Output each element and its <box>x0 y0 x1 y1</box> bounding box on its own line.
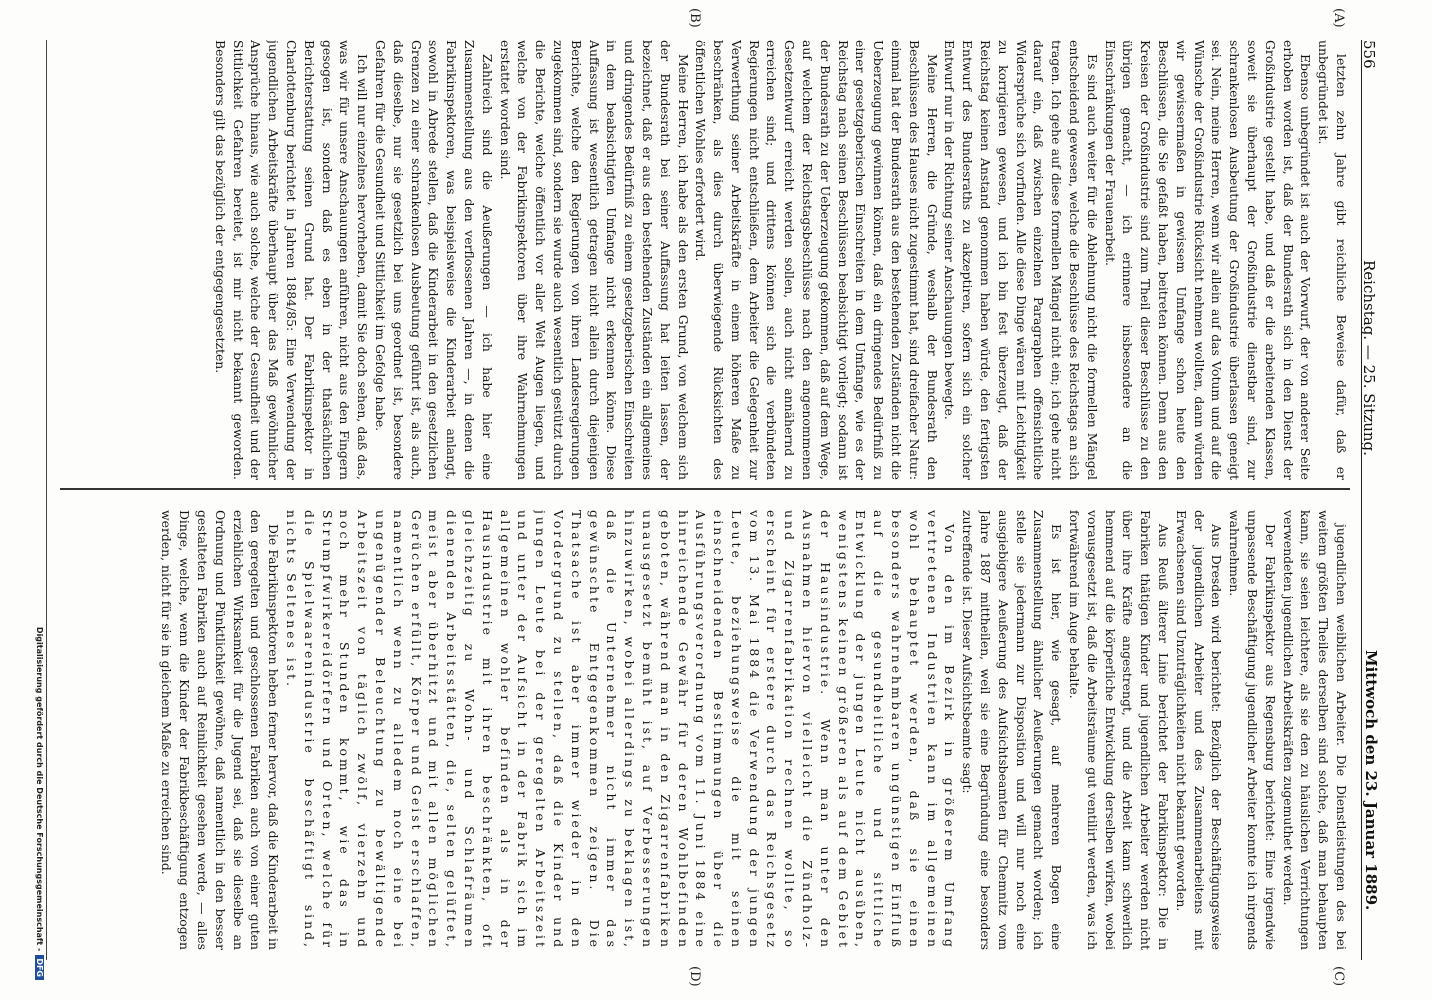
paragraph: Zahlreich sind die Aeußerungen — ich habe hier eine Zusammenstellung aus den verflossenen Jahren —, in denen die Fabrikinspektoren, was beispielsweise die Kinderarbeit anlangt, sowohl in Abrede stellen, daß die Kinderarbeit in den gesetzlichen Grenzen zu einer schrankenlosen Ausbeutung geführt ist, als auch, daß dieselbe, nur sie gesetzlich bei uns geordnet ist, besondere Gefahren für die Gesundheit und Sittlichkeit im Gefolge habe. <box>372 40 495 480</box>
margin-marker-c: (C) <box>1331 966 1346 987</box>
page-header <box>1350 40 1390 960</box>
paragraph: letzten zehn Jahre gibt reichliche Beweise dafür, daß er unbegründet ist. <box>1316 40 1349 480</box>
paragraph: Aus Dresden wird berichtet: Bezüglich der Beschäftigungsweise der jugendlichen Arbeiter und des Zusammenarbeitens mit Erwachsenen sind Unzuträglichkeiten nicht bekannt geworden. <box>1173 510 1225 950</box>
dfg-logo: DFG <box>35 955 44 980</box>
paragraph: Meine Herren, ich habe als den ersten Grund, von welchem sich der Bundesrath bei seiner Auffassung hat leiten lassen, der bezeichnet, daß er aus den bestehenden Zuständen ein allgemeines und dringendes Bedürfniß zu einem gesetzgeberischen Einschreiten in dem beabsichtigten Umfange nicht erkennen könne. Diese Auffassung ist wesentlich getragen nicht allein durch diejenigen Berichte, welche den Regierungen von ihren Landesregierungen zugekommen sind, sondern sie wurde auch wesentlich gestützt durch die Berichte, welche öffentlich vor aller Welt Augen liegen, und welche von der Fabrikinspektoren über ihre Wahrnehmungen erstattet worden sind. <box>497 40 691 480</box>
margin-marker-a: (A) <box>1331 8 1346 28</box>
paragraph: jugendlichen weiblichen Arbeiter. Die Dienstleistungen des bei weitem größten Theiles derselben sind solche, daß man behaupten kann, sie seien leichtere, als sie den zu häuslichen Verrichtungen verwendeten jugendlichen Arbeitskräften zugemuthet werden. <box>1280 510 1349 950</box>
paragraph: Aus Reuß älterer Linie berichtet der Fabrikinspektor: Die in Fabriken thätigen Kinder und jugendlichen Arbeiter werden nicht über ihre Kräfte angestrengt, und die Arbeit kann schwerlich hemmend auf die körperliche Entwicklung derselben wirken, wobei vorausgesetzt ist, daß die Arbeitsräume gut ventilirt werden, was ich fortwährend im Auge behalte. <box>1067 510 1172 950</box>
paragraph: Von den im Bezirk in größerem Umfang vertretenen Industrien kann im allgemeinen wohl behauptet werden, daß sie einen besonders wahrnehmbaren ungünstigen Einfluß auf die gesundheitliche und sittliche Entwicklung der jungen Leute nicht ausüben, wenigstens keinen größeren als auf dem Gebiet der Hausindustrie. Wenn man unter den Ausnahmen hiervon vielleicht die Zündholz- und Zigarrenfabrikation rechnen wollte, so erscheint für erstere durch das Reichsgesetz vom 13. Mai 1884 die Verwendung der jungen Leute, beziehungsweise die mit seinen einschneidenden Bestimmungen über die Ausführungsverordnung vom 11. Juni 1884 eine hinreichende Gewähr für deren Wohlbefinden geboten, während man in den Zigarrenfabriken unausgesetzt bemüht ist, auf Verbesserungen hinzuwirken, wobei allerdings zu beklagen ist, daß die Unternehmer nicht immer das gewünschte Entgegenkommen zeigen. Die Thatsache ist aber immer wieder in den Vordergrund zu stellen, daß die Kinder und jungen Leute bei der geregelten Arbeitszeit und unter der Aufsicht in der Fabrik sich im allgemeinen wohler befinden als in der Hausindustrie mit ihren beschränkten, oft gleichzeitig zu Wohn- und Schlafräumen dienenden Arbeitsstätten, die, selten gelüftet, meist aber überhitzt und mit allen möglichen Gerüchen erfüllt, Körper und Geist erschlaffen, namentlich wenn zu alledem noch eine bei ungenügender Beleuchtung zu bewältigende Arbeitszeit von täglich zwölf, vierzehn und noch mehr Stunden kommt, wie das in Strumpfwirkereidörfern und Orten, welche für die Spielwaarenindustrie beschäftigt sind, nichts Seltenes ist. <box>283 510 958 950</box>
paragraph: Die Fabrikinspektoren heben ferner hervor, daß die Kinderarbeit in den geregelten und geschlossenen Fabriken auch von einer guten erziehlichen Wirksamkeit für die Jugend sei, daß sie dieselbe an Ordnung und Pünktlichkeit gewöhne, daß namentlich in den besser gestalteten Fabriken auch auf Reinlichkeit gesehen werde, — alles Dinge, welche, wenn die Kinder der Fabrikbeschäftigung entzogen werden, nicht für sie in gleichem Maße zu erreichen sind. <box>159 510 282 950</box>
margin-marker-d: (D) <box>687 966 702 987</box>
digitization-credit <box>35 420 44 980</box>
footer-rule <box>46 40 47 960</box>
paragraph: Ich will nur einzelnes hervorheben, damit Sie doch sehen, daß das, was wir für unsere Anschauungen anführen, nicht aus den Fingern gesogen ist, sondern daß es eben in der thatsächlichen Berichterstattung seinen Grund hat. Der Fabrikinspektor in Charlottenburg berichtet in Jahren 1884/85: Eine Verwendung der jugendlichen Arbeitskräfte überhaupt über das Maß gewöhnlicher Ansprüche hinaus, wie auch solche, welche der Gesundheit und der Sittlichkeit Gefahren bereitet, ist mir nicht bekannt geworden. Besonders gilt das bezüglich der entgegengesetzten. <box>212 40 371 480</box>
paragraph: Der Fabrikinspektor aus Regensburg berichtet: Eine irgendwie unpassende Beschäftigung jugendlicher Arbeiter konnte ich nirgends wahrnehmen. <box>1227 510 1278 950</box>
header-title: Reichstag. — 25. Sitzung. <box>1360 260 1378 456</box>
paragraph: Es sind auch weiter für die Ablehnung nicht die formellen Mängel entscheidend gewesen, welche die Beschlüsse des Reichstags an sich tragen. Ich gehe auf diese formellen Mängel nicht ein; ich gehe nicht darauf ein, daß zwischen einzelnen Paragraphen offensichtliche Widersprüche sich vorfinden. Alle diese Dinge wären mit Leichtigkeit zu korrigieren gewesen, und ich bin fest überzeugt, daß der Reichstag keinen Anstand genommen haben würde, den fertigsten Entwurf des Bundesraths zu akzeptiren, sofern sich ein solcher Entwurf nur in der Richtung seiner Anschauungen bewegte. <box>942 40 1100 480</box>
margin-marker-b: (B) <box>687 8 702 28</box>
credit-text: Digitalisierung gefördert durch die Deutsche Forschungsgemeinschaft - <box>35 626 44 952</box>
header-date: Mittwoch den 23. Januar 1889. <box>1362 650 1380 911</box>
paragraph: Meine Herren, die Gründe, weshalb der Bundesrath den Beschlüssen des Hauses nicht zugestimmt hat, sind dreifacher Natur: einmal hat der Bundesrath aus den bestehenden Zuständen nicht die Ueberzeugung gewinnen können, daß ein dringendes Bedürfniß zu einer gesetzgeberischen Einschreiten in dem Umfange, wie es der Reichstag nach seinen Beschlüssen beabsichtigt vorliegt; sodann ist der Bundesrath zu der Ueberzeugung gekommen, daß auf dem Wege, auf welchem der Reichstagsbeschlüsse nach den angenommenen Gesetzentwurf erreicht werden sollen, auch nicht annähernd zu erreichen sind; und drittens können sich die verbündeten Regierungen nicht entschließen, dem Arbeiter die Gelegenheit zur Verwerthung seiner Arbeitskräfte in einem höheren Maße zu beschränken, als dies durch überwiegende Rücksichten des öffentlichen Wohles erfordert wird. <box>693 40 940 480</box>
page-number: 556 <box>1360 40 1378 69</box>
right-column <box>60 510 1350 950</box>
paragraph: Es ist hier, wie gesagt, auf mehreren Bogen eine Zusammenstellung ähnlicher Aeußerungen gemacht worden; ich stelle sie jedermann zur Disposition und will nur noch eine ausgiebigere Aeußerung des Aufsichtsbeamten für Chemnitz vom Jahre 1887 mittheilen, weil sie eine Begründung eine besonders zutreffende ist. Dieser Aufsichtsbeamte sagt: <box>960 510 1065 950</box>
column-divider <box>60 488 1350 490</box>
header-rule <box>1361 40 1362 960</box>
left-column <box>60 40 1350 480</box>
paragraph: Ebenso unbegründet ist auch der Vorwurf, der von anderer Seite erhoben worden ist, daß der Bundesrath sich in den Dienst der Großindustrie gestellt habe, und daß er die arbeitenden Klassen, soweit sie überhaupt der Großindustrie dienstbar sind, zur schrankenlosen Ausbeutung der Großindustrie überlassen geneigt sei. Nein, meine Herren, wenn wir allein auf das Votum und auf die Wünsche der Großindustrie Rücksicht nehmen wollten, dann würden wir gewissermaßen in gewissem Umfange schon heute den Beschlüssen, die Sie gefaßt haben, beitreten können. Denn aus den Kreisen der Großindustrie sind zum Theil dieser Beschlüsse zu den übrigen gemacht, — ich erinnere insbesondere an die Einschränkungen der Frauenarbeit. <box>1102 40 1314 480</box>
